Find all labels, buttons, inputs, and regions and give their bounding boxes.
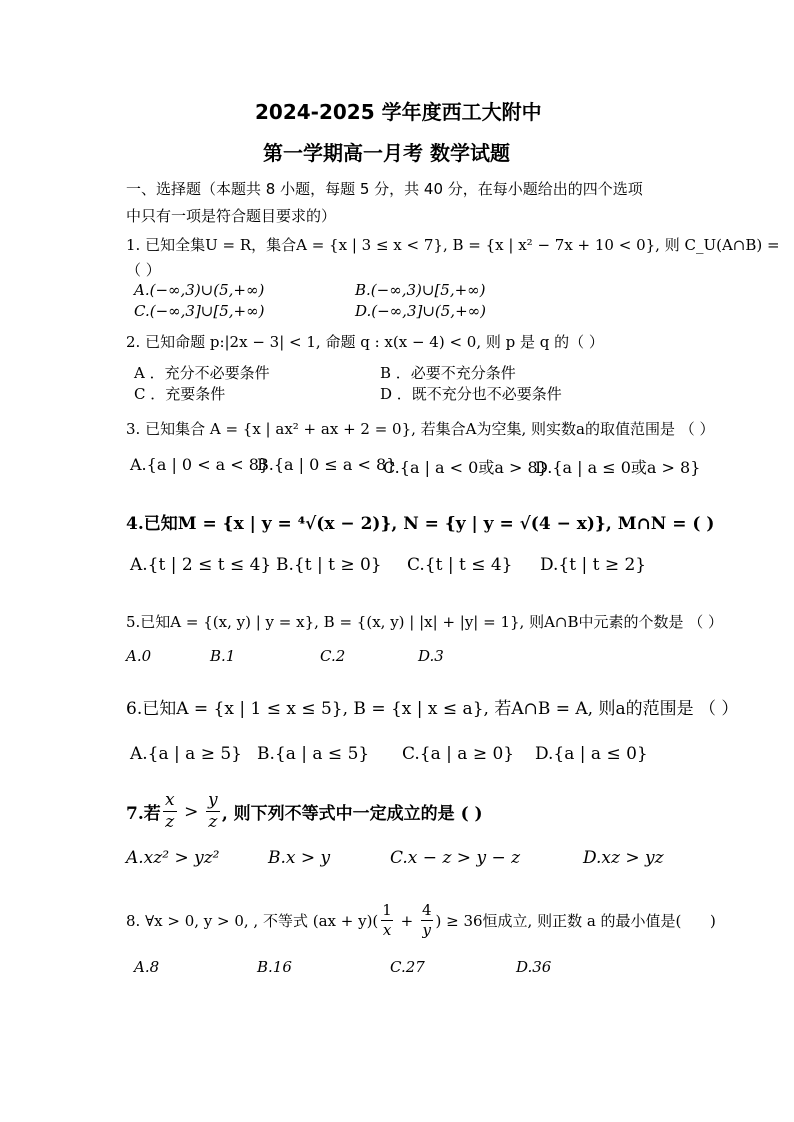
option-d: D.36 [516, 958, 552, 976]
option-d: D.3 [418, 647, 444, 665]
option-a: A.8 [134, 958, 160, 976]
option-d: D.{t | t ≥ 2} [540, 555, 647, 575]
question-stem: 3. 已知集合 A = {x | ax² + ax + 2 = 0}, 若集合A为空集, 则实数a的取值范围是 （ ） [126, 420, 715, 438]
fraction-y-over-z [206, 792, 220, 831]
option-d: D.{a | a ≤ 0} [535, 744, 648, 764]
fraction-numerator: 4 [421, 901, 432, 919]
option-c: C.{t | t ≤ 4} [407, 555, 513, 575]
option-b: B.{t | t ≥ 0} [276, 555, 382, 575]
option-c: C ．充要条件 [134, 385, 226, 403]
fraction-x-over-z [163, 792, 177, 831]
option-b: B.{a | 0 ≤ a < 8} [257, 455, 397, 474]
question-stem: 2. 已知命题 p:|2x − 3| < 1, 命题 q : x(x − 4) < 0, 则 p 是 q 的（ ） [126, 333, 604, 351]
option-a: A.{a | 0 < a < 8} [130, 455, 270, 474]
option-c: C.{a | a ≥ 0} [402, 744, 515, 764]
option-d: D.{a | a ≤ 0或a > 8} [535, 458, 701, 477]
exam-title-line1: 2024-2025 学年度西工大附中 [255, 100, 542, 124]
fraction-numerator: 1 [382, 901, 392, 919]
stem-suffix: , 则下列不等式中一定成立的是 ( ) [221, 804, 483, 824]
option-c: C.27 [390, 958, 425, 976]
option-c: C.(−∞,3]∪[5,+∞) [134, 302, 265, 320]
stem-mid: > [178, 801, 204, 822]
question-stem: 1. 已知全集U = R，集合A = {x | 3 ≤ x < 7}, B = {x | x² − 7x + 10 < 0}, 则 C_U(A∩B) = [126, 236, 780, 254]
option-b: B.16 [257, 958, 292, 976]
fraction-denominator: z [165, 812, 175, 832]
option-b: B.{a | a ≤ 5} [257, 744, 370, 764]
stem-suffix: ) ≥ 36恒成立, 则正数 a 的最小值是( ) [435, 912, 716, 930]
option-a: A.{t | 2 ≤ t ≤ 4} [130, 555, 272, 575]
option-a: A ．充分不必要条件 [134, 364, 270, 382]
fraction-numerator: y [208, 790, 218, 810]
option-d: D.(−∞,3]∪(5,+∞) [355, 302, 486, 320]
option-a: A.{a | a ≥ 5} [130, 744, 242, 764]
section-heading-line1: 一、选择题（本题共 8 小题，每题 5 分，共 40 分，在每小题给出的四个选项 [126, 180, 643, 198]
question-stem-continued: （ ） [126, 261, 161, 279]
question-stem [126, 903, 716, 938]
option-d: D ．既不充分也不必要条件 [380, 385, 562, 403]
option-b: B.x > y [268, 848, 331, 868]
fraction-denominator: z [208, 812, 218, 832]
option-b: B ．必要不充分条件 [380, 364, 516, 382]
question-stem: 6.已知A = {x | 1 ≤ x ≤ 5}, B = {x | x ≤ a}, 若A∩B = A, 则a的范围是 （ ） [126, 699, 739, 719]
stem-prefix: 8. ∀x > 0, y > 0, , 不等式 (ax + y)( [126, 912, 379, 930]
question-stem: 5.已知A = {(x, y) | y = x}, B = {(x, y) | |x| + |y| = 1}, 则A∩B中元素的个数是 （ ） [126, 613, 724, 631]
option-a: A.xz² > yz² [126, 848, 220, 868]
exam-title-line2: 第一学期高一月考 数学试题 [263, 141, 510, 165]
option-b: B.(−∞,3)∪[5,+∞) [355, 281, 486, 299]
fraction-4-over-y [420, 903, 434, 938]
option-b: B.1 [210, 647, 236, 665]
fraction-1-over-x [380, 903, 394, 938]
question-stem: 4.已知M = {x | y = ⁴√(x − 2)}, N = {y | y = √(4 − x)}, M∩N = ( ) [126, 514, 715, 534]
question-stem [126, 792, 483, 831]
fraction-denominator: x [382, 921, 392, 939]
section-heading-line2: 中只有一项是符合题目要求的） [126, 207, 337, 225]
fraction-denominator: y [422, 921, 431, 939]
stem-mid: + [395, 911, 418, 930]
option-c: C.2 [320, 647, 346, 665]
stem-prefix: 7.若 [126, 804, 161, 824]
option-d: D.xz > yz [583, 848, 664, 868]
option-c: C.{a | a < 0或a > 8} [383, 458, 548, 477]
option-a: A.(−∞,3)∪(5,+∞) [134, 281, 265, 299]
fraction-numerator: x [164, 790, 175, 810]
option-a: A.0 [126, 647, 152, 665]
option-c: C.x − z > y − z [390, 848, 521, 868]
